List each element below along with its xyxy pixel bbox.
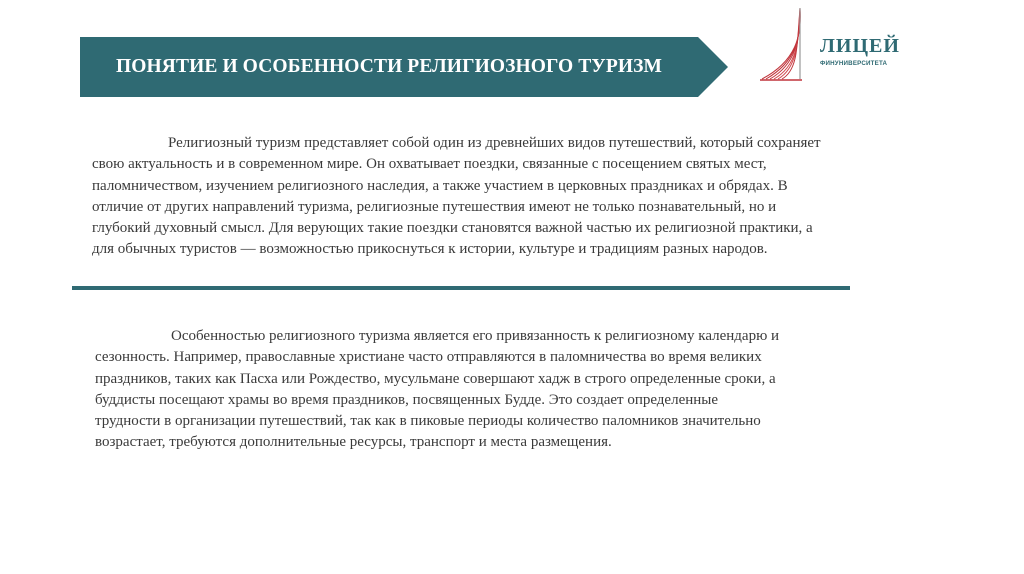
paragraph-features: Особенностью религиозного туризма является его привязанность к религиозному календарю и сезонность. Например, православные христиане часто отправляются в паломничества во время великих праздников, таких как Пасха или Рождество, мусульмане совершают хадж в строго определенные сроки, а буддисты посещают храмы во время праздников, посвященных Будде. Это создает определенные трудности в организации путешествий, так как в пиковые периоды количество паломников значительно возрастает, требуются дополнительные ресурсы, транспорт и места размещения. — [95, 328, 780, 451]
logo-subtitle: ФИНУНИВЕРСИТЕТА — [820, 60, 888, 67]
paragraph-definition: Религиозный туризм представляет собой один из древнейших видов путешествий, который сохраняет свою актуальность и в современном мире. Он охватывает поездки, связанные с посещением святых мест, паломничеством, изучением религиозного наследия, а также участием в церковных праздниках и обрядах. В отличие от других направлений туризма, религиозные путешествия имеют не только познавательный, но и глубокий духовный смысл. Для верующих такие поездки становятся важной частью их религиозной практики, а для обычных туристов — возможностью прикоснуться к истории, культуре и традициям разных народов. — [92, 135, 821, 258]
spire-logo-icon — [756, 6, 816, 86]
logo-name: ЛИЦЕЙ — [820, 35, 900, 57]
title-banner — [80, 37, 728, 97]
section-divider — [72, 286, 850, 290]
page-title: ПОНЯТИЕ И ОСОБЕННОСТИ РЕЛИГИОЗНОГО ТУРИЗМ — [116, 56, 662, 77]
lyceum-logo — [756, 6, 906, 86]
